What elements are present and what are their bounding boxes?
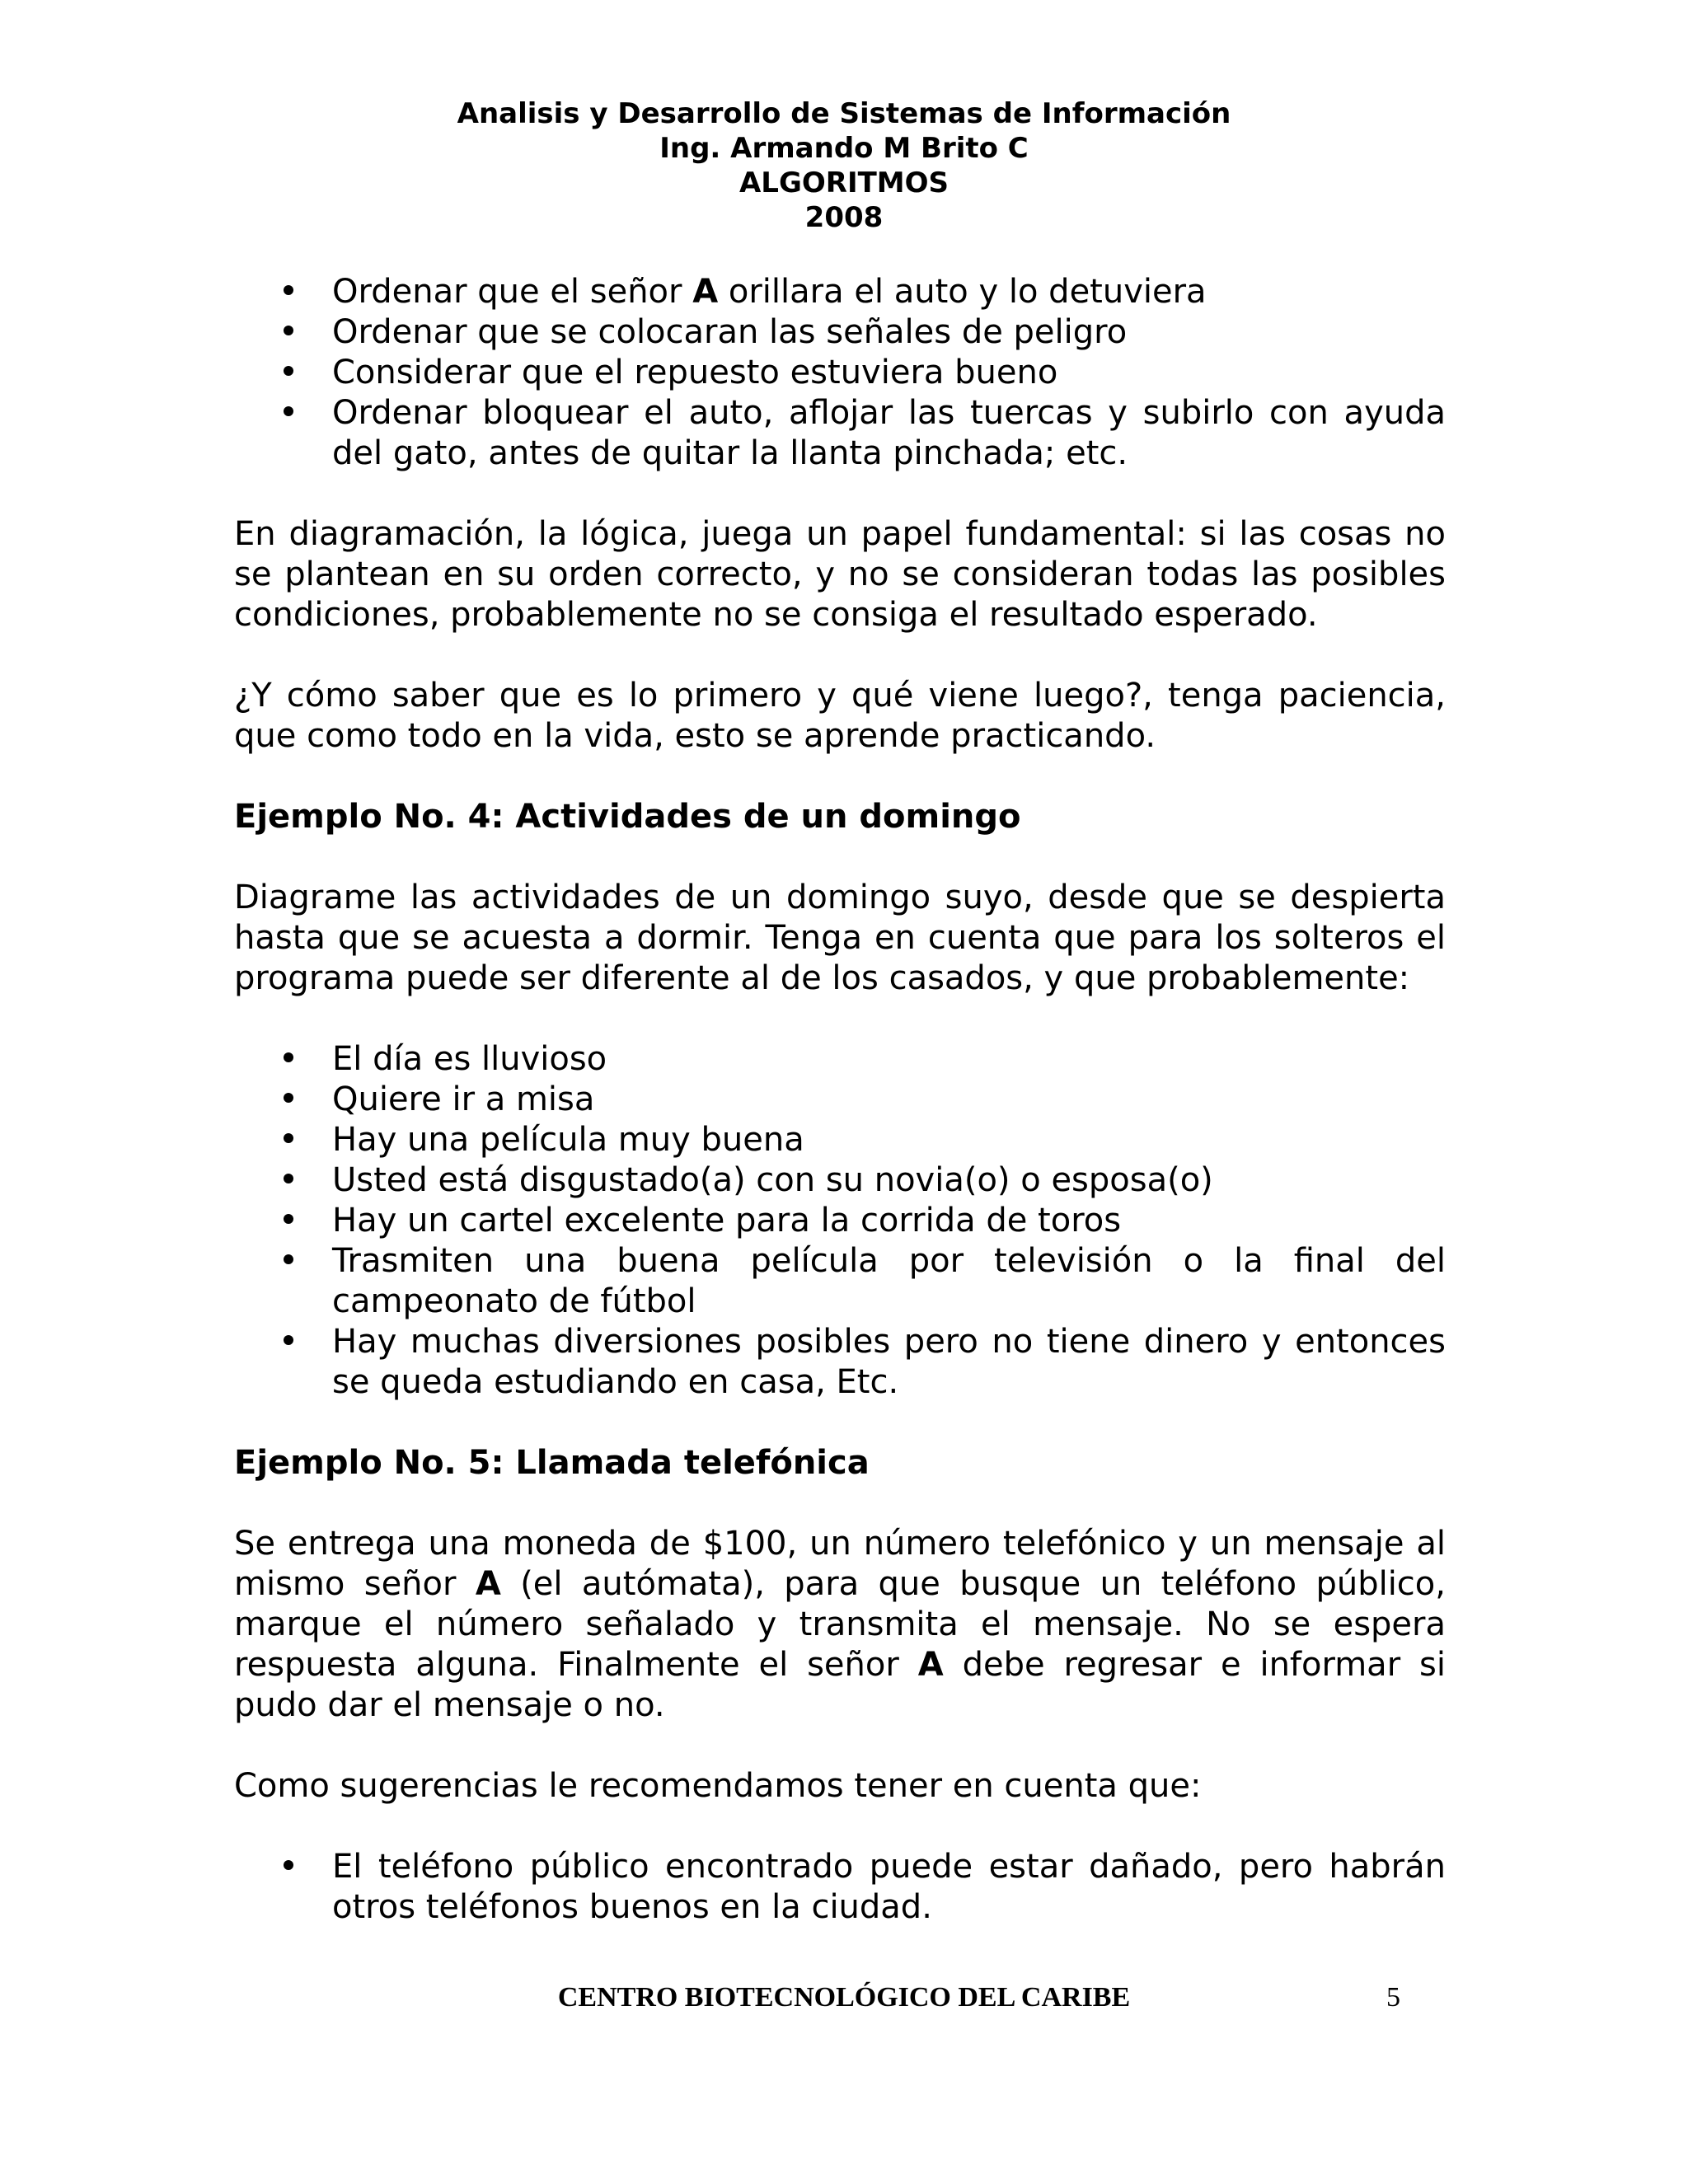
bullet-icon	[284, 1160, 308, 1201]
header-course-title: Analisis y Desarrollo de Sistemas de Información	[457, 97, 1231, 130]
list-item: Quiere ir a misa	[234, 1080, 1446, 1120]
list-item: Hay un cartel excelente para la corrida de toros	[234, 1201, 1446, 1241]
bullet-icon	[284, 1120, 308, 1160]
page-number: 5	[1386, 1982, 1400, 2013]
paragraph-example-5: Se entrega una moneda de $100, un número telefónico y un mensaje al mismo señor A (el autómata), para que busque un teléfono público, marque el número señalado y transmita el mensaje. No se espera respuesta alguna. Finalmente el señor A debe regresar e informar si pudo dar el mensaje o no.	[234, 1525, 1446, 1724]
bullet-icon	[284, 272, 308, 312]
bullet-list-suggestions	[234, 1847, 1446, 1928]
page-footer	[0, 1982, 1688, 2023]
bullet-icon	[284, 1241, 308, 1282]
list-item: El día es lluvioso	[234, 1039, 1446, 1080]
bullet-icon	[284, 1847, 308, 1887]
heading-example-5: Ejemplo No. 5: Llamada telefónica	[234, 1444, 870, 1482]
list-item: Hay una película muy buena	[234, 1120, 1446, 1160]
header-year: 2008	[804, 201, 884, 234]
page-body	[234, 272, 1446, 1968]
list-item: Ordenar bloquear el auto, aflojar las tuercas y subirlo con ayuda del gato, antes de quitar la llanta pinchada; etc.	[234, 393, 1446, 474]
list-item: Ordenar que el señor A orillara el auto y lo detuviera	[234, 272, 1446, 312]
bullet-icon	[284, 312, 308, 353]
footer-institution: CENTRO BIOTECNOLÓGICO DEL CARIBE	[557, 1982, 1131, 2013]
header-subject: ALGORITMOS	[738, 166, 950, 199]
page-header	[0, 96, 1688, 235]
header-author: Ing. Armando M Brito C	[659, 132, 1029, 165]
list-item: Ordenar que se colocaran las señales de peligro	[234, 312, 1446, 353]
list-item: Considerar que el repuesto estuviera bueno	[234, 353, 1446, 393]
bullet-icon	[284, 1039, 308, 1080]
paragraph-suggestions: Como sugerencias le recomendamos tener en cuenta que:	[234, 1767, 1202, 1805]
list-item: El teléfono público encontrado puede estar dañado, pero habrán otros teléfonos buenos en la ciudad.	[234, 1847, 1446, 1928]
bullet-icon	[284, 393, 308, 434]
bullet-icon	[284, 353, 308, 393]
list-item: Hay muchas diversiones posibles pero no tiene dinero y entonces se queda estudiando en casa, Etc.	[234, 1322, 1446, 1403]
heading-example-4: Ejemplo No. 4: Actividades de un domingo	[234, 798, 1021, 836]
list-item: Usted está disgustado(a) con su novia(o) o esposa(o)	[234, 1160, 1446, 1201]
bullet-icon	[284, 1080, 308, 1120]
paragraph-logic: En diagramación, la lógica, juega un papel fundamental: si las cosas no se plantean en su orden correcto, y no se consideran todas las posibles condiciones, probablemente no se consiga el resultado esperado.	[234, 515, 1446, 634]
paragraph-patience: ¿Y cómo saber que es lo primero y qué viene luego?, tenga paciencia, que como todo en la vida, esto se aprende practicando.	[234, 677, 1446, 755]
bullet-list-sunday	[234, 1039, 1446, 1403]
bullet-icon	[284, 1201, 308, 1241]
paragraph-example-4: Diagrame las actividades de un domingo suyo, desde que se despierta hasta que se acuesta a dormir. Tenga en cuenta que para los solteros el programa puede ser diferente al de los casados, y que probablemente:	[234, 879, 1446, 997]
bullet-icon	[284, 1322, 308, 1362]
list-item: Trasmiten una buena película por televisión o la final del campeonato de fútbol	[234, 1241, 1446, 1322]
bullet-list-steps	[234, 272, 1446, 474]
